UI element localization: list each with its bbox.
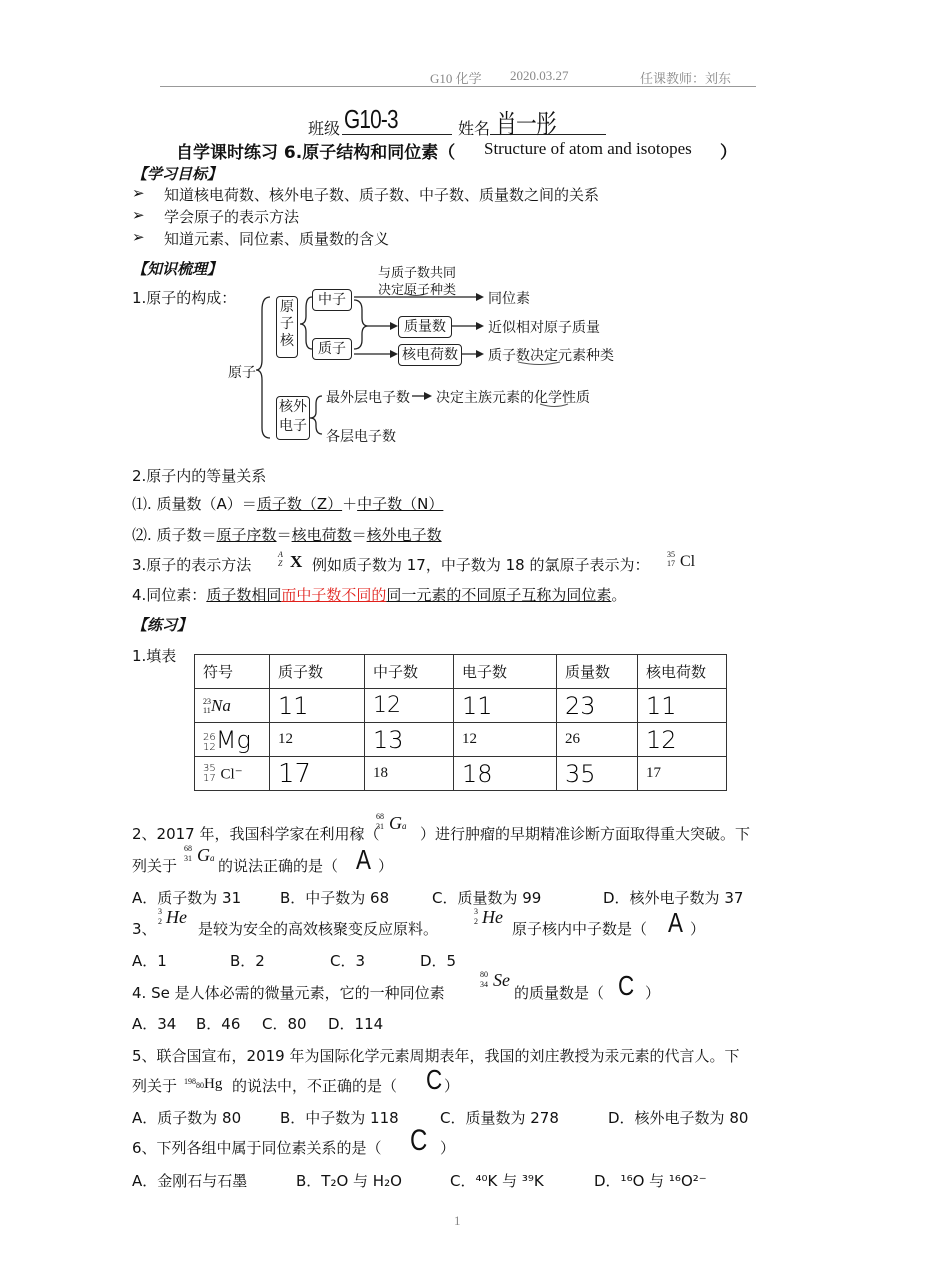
table-header: 符号 — [195, 655, 270, 689]
diagram-each-shell: 各层电子数 — [326, 429, 396, 445]
diagram-note-top: 与质子数共同 — [378, 266, 457, 281]
q6-option[interactable]: A．金刚石与石墨 — [132, 1172, 248, 1190]
table-cell-symbol: 23 11Na — [195, 689, 270, 723]
table-row — [195, 723, 727, 757]
eq1-prefix: ⑴. 质量数（A）＝ — [132, 495, 257, 513]
q5-line2a: 列关于 — [132, 1077, 178, 1095]
q2-ga-symbol: Ga — [197, 845, 215, 865]
table-header: 质量数 — [557, 655, 638, 689]
q3-he-script: 3 2 — [474, 907, 478, 926]
q3-option[interactable]: A．1 — [132, 952, 167, 970]
equation-2 — [132, 524, 442, 545]
q3-option[interactable]: D．5 — [420, 952, 457, 970]
table-row — [195, 757, 727, 791]
class-label: 班级 — [308, 119, 341, 138]
teacher-label: 任课教师：刘东 — [640, 72, 732, 87]
q3-close: ） — [690, 920, 706, 938]
q4-option[interactable]: C．80 — [262, 1015, 307, 1033]
objective-item: 知道元素、同位素、质量数的含义 — [164, 230, 390, 248]
q5-close: ） — [444, 1077, 460, 1095]
equation-1 — [132, 493, 443, 514]
eq1-neutron-count: 中子数（N） — [357, 495, 444, 513]
table-header: 电子数 — [454, 655, 557, 689]
q6-option[interactable]: B．T₂O 与 H₂O — [296, 1172, 402, 1190]
q2-option[interactable]: A．质子数为 31 — [132, 889, 242, 907]
q5-hg-symbol: $^{198}$80Hg — [184, 1076, 223, 1092]
notation-label: 3.原子的表示方法 — [132, 556, 252, 574]
diagram-element-type: 质子数决定元素种类 — [488, 348, 614, 364]
structure-label: 1.原子的构成： — [132, 289, 237, 307]
isotope-def-part1: 质子数相同 — [206, 586, 282, 604]
isotope-def-end: 。 — [611, 586, 627, 604]
q4-option[interactable]: A．34 — [132, 1015, 177, 1033]
table-cell[interactable]: 35 — [557, 757, 638, 791]
q2-option[interactable]: D．核外电子数为 37 — [603, 889, 744, 907]
table-cell: 12 — [454, 723, 557, 757]
table-cell[interactable]: 11 — [638, 689, 727, 723]
diagram-neutron-box: 中子 — [312, 289, 352, 311]
table-header: 核电荷数 — [638, 655, 727, 689]
q5-option[interactable]: B．中子数为 118 — [280, 1109, 399, 1127]
table-cell[interactable]: 12 — [365, 689, 454, 723]
eq2-electron-count: 核外电子数 — [366, 526, 442, 544]
q3-option[interactable]: B．2 — [230, 952, 265, 970]
table-cell-symbol: 35 17 Cl⁻ — [195, 757, 270, 791]
q2-ga-script: 68 31 — [376, 812, 384, 831]
eq1-proton-count: 质子数（Z） — [256, 495, 343, 513]
q2-line2b: 的说法正确的是（ — [218, 857, 339, 875]
table-header-row — [195, 655, 727, 689]
table-cell[interactable]: 12 — [638, 723, 727, 757]
worksheet-title-close: ） — [720, 143, 737, 163]
table-cell: 18 — [365, 757, 454, 791]
q4-option[interactable]: D．114 — [328, 1015, 384, 1033]
objective-bullet-icon: ➢ — [132, 206, 145, 224]
q6-option[interactable]: D．¹⁶O 与 ¹⁶O²⁻ — [594, 1172, 707, 1190]
q5-option[interactable]: A．质子数为 80 — [132, 1109, 242, 1127]
eq1-plus: ＋ — [342, 495, 358, 513]
table-cell: 12 — [270, 723, 365, 757]
table-cell[interactable]: 11 — [454, 689, 557, 723]
page-number: 1 — [454, 1213, 461, 1228]
diagram-atom: 原子 — [228, 365, 256, 381]
isotope-def-part2: 同一元素的不同原子互称为同位素 — [386, 586, 612, 604]
q2-answer[interactable]: A — [356, 844, 371, 875]
q2-close: ） — [378, 857, 394, 875]
name-label: 姓名 — [458, 119, 491, 138]
diagram-proton-box: 质子 — [312, 338, 352, 360]
fill-table — [194, 654, 727, 791]
table-cell[interactable]: 17 — [270, 757, 365, 791]
eq2-equal: ＝ — [351, 526, 367, 544]
isotope-definition — [132, 584, 626, 605]
q6-answer[interactable]: C — [410, 1124, 427, 1157]
diagram-isotope: 同位素 — [488, 291, 530, 307]
notation-example-text: 例如质子数为 17，中子数为 18 的氯原子表示为： — [312, 556, 650, 574]
relations-label: 2.原子内的等量关系 — [132, 467, 267, 485]
table-cell[interactable]: 11 — [270, 689, 365, 723]
q6-text: 6、下列各组中属于同位素关系的是（ — [132, 1139, 382, 1157]
eq2-prefix: ⑵. 质子数＝ — [132, 526, 217, 544]
q3-question: 原子核内中子数是（ — [512, 920, 648, 938]
q2-ga-script: 68 31 — [184, 844, 192, 863]
diagram-nuclear-charge-box: 核电荷数 — [398, 344, 462, 366]
eq2-atomic-number: 原子序数 — [216, 526, 277, 544]
q4-option[interactable]: B．46 — [196, 1015, 241, 1033]
diagram-mass-number-box: 质量数 — [398, 316, 452, 338]
table-header: 质子数 — [270, 655, 365, 689]
q5-option[interactable]: C．质量数为 278 — [440, 1109, 559, 1127]
table-row — [195, 689, 727, 723]
table-cell-symbol: 26 12Mg — [195, 723, 270, 757]
q3-answer[interactable]: A — [668, 907, 683, 938]
diagram-note-bottom: 决定原子种类 — [378, 283, 457, 298]
diagram-chem-property: 决定主族元素的化学性质 — [436, 390, 590, 406]
objective-item: 知道核电荷数、核外电子数、质子数、中子数、质量数之间的关系 — [164, 186, 600, 204]
diagram-nucleus-box: 原子核 — [276, 296, 298, 358]
practice-heading: 【练习】 — [132, 616, 193, 634]
table-header: 中子数 — [365, 655, 454, 689]
q5-line1: 5、联合国宣布，2019 年为国际化学元素周期表年，我国的刘庄教授为汞元素的代言人。下 — [132, 1047, 740, 1065]
q4-question: 的质量数是（ — [514, 984, 605, 1002]
q2-line2a: 列关于 — [132, 857, 178, 875]
q5-answer[interactable]: C — [426, 1064, 442, 1095]
course-label: G10 化学 — [430, 71, 482, 86]
diagram-outer-shell: 最外层电子数 — [326, 390, 410, 406]
objective-bullet-icon: ➢ — [132, 228, 145, 246]
eq2-nuclear-charge: 核电荷数 — [291, 526, 352, 544]
objective-bullet-icon: ➢ — [132, 184, 145, 202]
q5-line2b: 的说法中，不正确的是（ — [232, 1077, 398, 1095]
q3-he-symbol: He — [166, 907, 187, 927]
q4-se-script: 80 34 — [480, 970, 488, 989]
q3-he-symbol: He — [482, 907, 503, 927]
knowledge-heading: 【知识梳理】 — [132, 260, 223, 278]
notation-cl-script: 35 17 — [667, 550, 675, 568]
eq2-equal: ＝ — [276, 526, 292, 544]
worksheet-title-english: Structure of atom and isotopes — [484, 139, 692, 158]
table-cell[interactable]: 18 — [454, 757, 557, 791]
q3-he-script: 3 2 — [158, 907, 162, 926]
q3-option[interactable]: C．3 — [330, 952, 366, 970]
diagram-electrons-box: 核外电子 — [276, 396, 310, 440]
q2-line1a: 2、2017 年，我国科学家在利用稼（ — [132, 825, 380, 843]
date-label: 2020.03.27 — [510, 68, 569, 83]
q3-prefix: 3、 — [132, 920, 157, 938]
notation-symbol: X — [290, 552, 303, 571]
notation-ax-script: A Z — [278, 550, 283, 568]
q2-ga-symbol: Ga — [389, 813, 407, 833]
notation-cl: Cl — [680, 553, 696, 570]
worksheet-title: 自学课时练习 6.原子结构和同位素（ — [176, 143, 456, 163]
objectives-heading: 【学习目标】 — [132, 165, 223, 183]
objective-item: 学会原子的表示方法 — [164, 208, 300, 226]
q2-option[interactable]: C．质量数为 99 — [432, 889, 542, 907]
diagram-relative-mass: 近似相对原子质量 — [488, 320, 600, 336]
table-cell[interactable]: 23 — [557, 689, 638, 723]
table-cell: 17 — [638, 757, 727, 791]
q6-option[interactable]: C．⁴⁰K 与 ³⁹K — [450, 1172, 544, 1190]
q4-answer[interactable]: C — [618, 970, 634, 1001]
q2-line1b: ）进行肿瘤的早期精准诊断方面取得重大突破。下 — [420, 825, 751, 843]
isotope-def-highlight: 而中子数不同的 — [281, 586, 387, 604]
q6-close: ） — [440, 1139, 456, 1157]
name-value: 肖一彤 — [496, 109, 557, 139]
q5-option[interactable]: D．核外电子数为 80 — [608, 1109, 749, 1127]
q2-option[interactable]: B．中子数为 68 — [280, 889, 390, 907]
q4-text: 4. Se 是人体必需的微量元素，它的一种同位素 — [132, 984, 445, 1002]
q3-text: 是较为安全的高效核聚变反应原料。 — [198, 920, 439, 938]
q4-close: ） — [645, 984, 661, 1002]
table-cell[interactable]: 13 — [365, 723, 454, 757]
class-value: G10-3 — [344, 104, 398, 134]
isotope-label: 4.同位素： — [132, 586, 207, 604]
q1-label: 1.填表 — [132, 647, 177, 665]
table-cell: 26 — [557, 723, 638, 757]
q4-se-symbol: Se — [493, 970, 510, 990]
